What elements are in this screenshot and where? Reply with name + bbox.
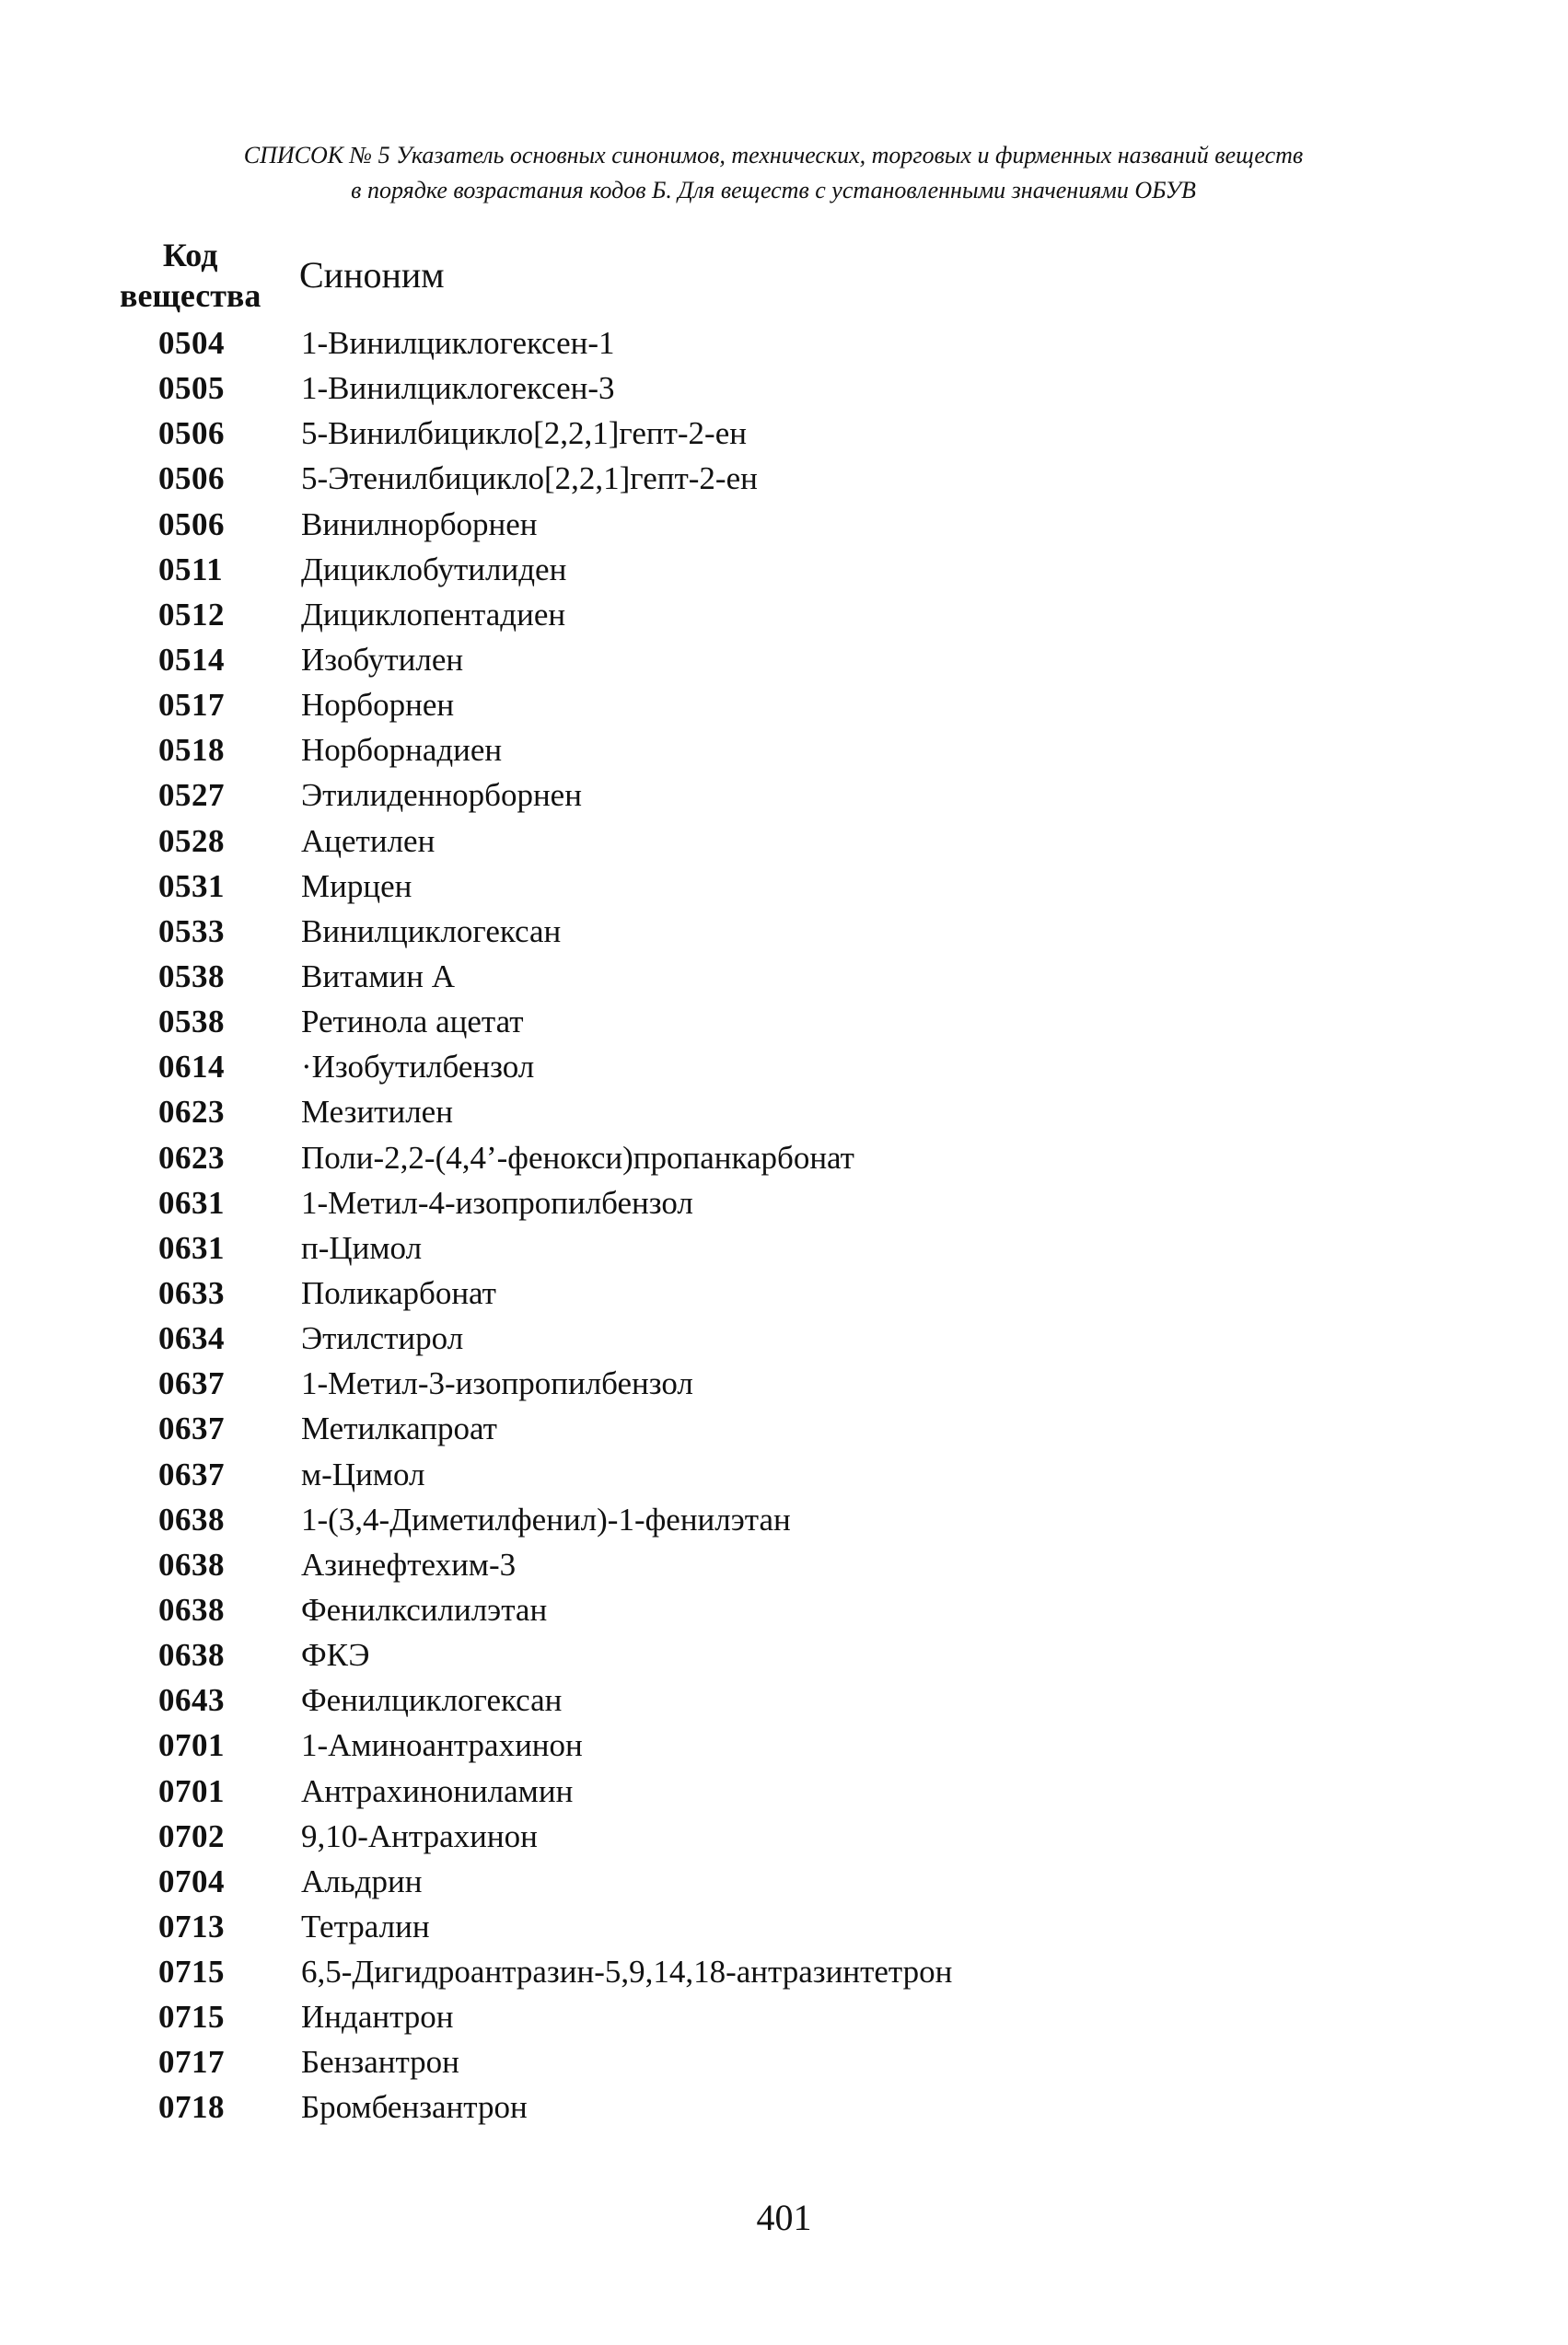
table-row [0, 1089, 1568, 1134]
synonym-name: Ацетилен [301, 822, 436, 859]
substance-code: 0637 [158, 1365, 225, 1402]
synonym-name: Норборнен [301, 687, 455, 724]
table-row [0, 1135, 1568, 1180]
code-header-line-2: вещества [120, 277, 261, 314]
table-row [0, 1814, 1568, 1859]
synonym-name: 9,10-Антрахинон [301, 1817, 538, 1854]
table-row [0, 772, 1568, 818]
substance-code: 0514 [158, 641, 225, 678]
table-row [0, 1406, 1568, 1451]
table-row [0, 1044, 1568, 1089]
table-row [0, 637, 1568, 682]
page-number: 401 [756, 2197, 812, 2238]
substance-code: 0528 [158, 822, 225, 859]
synonym-name: м-Цимол [301, 1456, 425, 1492]
synonym-name: Изобутилен [301, 641, 464, 678]
substance-code: 0517 [158, 687, 225, 724]
synonym-name: Поликарбонат [301, 1274, 496, 1311]
table-row [0, 1587, 1568, 1632]
table-row [0, 864, 1568, 909]
header-line-1: СПИСОК № 5 Указатель основных синонимов, технических, торговых и фирменных названий веществ [243, 142, 1304, 168]
table-row [0, 999, 1568, 1044]
table-row [0, 1904, 1568, 1949]
table-row [0, 1180, 1568, 1225]
list-header [175, 138, 1372, 208]
table-row [0, 1542, 1568, 1587]
substance-code: 0702 [158, 1817, 225, 1854]
substance-code: 0643 [158, 1682, 225, 1719]
table-row [0, 411, 1568, 456]
table-row [0, 1361, 1568, 1406]
synonym-name: Индантрон [301, 1999, 454, 2036]
substance-code: 0638 [158, 1591, 225, 1628]
substance-code: 0506 [158, 505, 225, 542]
synonym-column-header: Синоним [299, 254, 445, 296]
table-row [0, 1769, 1568, 1814]
substance-code: 0505 [158, 370, 225, 407]
synonym-name: Бромбензантрон [301, 2089, 528, 2126]
substance-code: 0623 [158, 1094, 225, 1131]
substance-code: 0634 [158, 1320, 225, 1357]
substance-code: 0701 [158, 1727, 225, 1764]
synonym-name: Мирцен [301, 867, 412, 904]
synonym-name: Альдрин [301, 1863, 423, 1899]
synonym-name: Витамин А [301, 958, 455, 994]
synonym-name: Этилстирол [301, 1320, 464, 1357]
table-row [0, 1316, 1568, 1361]
substance-code: 0512 [158, 596, 225, 633]
synonym-name: 1-Метил-4-изопропилбензол [301, 1184, 693, 1221]
synonym-name: Фенилксилилэтан [301, 1591, 548, 1628]
code-header-line-1: Код [162, 237, 218, 273]
substance-code: 0506 [158, 460, 225, 497]
table-row [0, 320, 1568, 366]
substance-code: 0631 [158, 1184, 225, 1221]
synonym-name: Дициклобутилиден [301, 551, 567, 587]
substance-code: 0638 [158, 1546, 225, 1583]
synonym-name: Метилкапроат [301, 1410, 497, 1447]
table-row [0, 547, 1568, 592]
synonym-name: 1-Метил-3-изопропилбензол [301, 1365, 693, 1402]
synonym-name: 5-Винилбицикло[2,2,1]гепт-2-ен [301, 415, 747, 452]
table-row [0, 1723, 1568, 1768]
table-row [0, 592, 1568, 637]
synonym-name: 1-Винилциклогексен-1 [301, 325, 615, 361]
synonym-name: Норборнадиен [301, 732, 503, 769]
substance-code: 0538 [158, 958, 225, 994]
code-column-header [120, 235, 261, 316]
substance-code: 0533 [158, 912, 225, 949]
table-row [0, 954, 1568, 999]
synonym-name: Винилнорборнен [301, 505, 538, 542]
synonym-name: Азинефтехим-3 [301, 1546, 517, 1583]
substance-code: 0715 [158, 1954, 225, 1991]
table-row [0, 456, 1568, 501]
synonym-name: Ретинола ацетат [301, 1004, 524, 1040]
table-row [0, 1452, 1568, 1497]
table-row [0, 1497, 1568, 1542]
substance-code: 0637 [158, 1410, 225, 1447]
substance-code: 0531 [158, 867, 225, 904]
substance-code: 0614 [158, 1049, 225, 1085]
substance-code: 0717 [158, 2044, 225, 2081]
table-row [0, 1677, 1568, 1723]
substance-code: 0518 [158, 732, 225, 769]
synonym-name: Поли-2,2-(4,4’-фенокси)пропанкарбонат [301, 1139, 854, 1176]
substance-code: 0527 [158, 777, 225, 814]
substance-code: 0506 [158, 415, 225, 452]
header-line-2: в порядке возрастания кодов Б. Для веществ с установленными значениями ОБУВ [351, 177, 1196, 203]
table-row [0, 1994, 1568, 2039]
table-row [0, 818, 1568, 864]
synonym-name: Фенилциклогексан [301, 1682, 563, 1719]
substance-code: 0538 [158, 1004, 225, 1040]
substance-code: 0713 [158, 1908, 225, 1944]
substance-code: 0633 [158, 1274, 225, 1311]
substance-code: 0638 [158, 1637, 225, 1674]
table-row [0, 1949, 1568, 1994]
synonym-name: Антрахинониламин [301, 1772, 574, 1809]
synonym-name: Тетралин [301, 1908, 430, 1944]
synonym-name: Дициклопентадиен [301, 596, 566, 633]
substance-code: 0715 [158, 1999, 225, 2036]
synonym-name: Этилиденнорборнен [301, 777, 582, 814]
substance-code: 0701 [158, 1772, 225, 1809]
table-row [0, 727, 1568, 772]
substance-code: 0718 [158, 2089, 225, 2126]
synonym-name: 1-Аминоантрахинон [301, 1727, 583, 1764]
synonym-name: Мезитилен [301, 1094, 453, 1131]
table-row [0, 2084, 1568, 2130]
table-row [0, 2039, 1568, 2084]
substance-code: 0637 [158, 1456, 225, 1492]
table-row [0, 1225, 1568, 1271]
substance-code: 0511 [158, 551, 224, 587]
table-row [0, 1271, 1568, 1316]
synonym-table [0, 320, 1568, 2130]
synonym-name: п-Цимол [301, 1229, 423, 1266]
table-row [0, 1859, 1568, 1904]
table-row [0, 366, 1568, 411]
substance-code: 0631 [158, 1229, 225, 1266]
synonym-name: Винилциклогексан [301, 912, 562, 949]
synonym-name: 1-Винилциклогексен-3 [301, 370, 615, 407]
substance-code: 0638 [158, 1501, 225, 1538]
synonym-name: ·Изобутилбензол [301, 1049, 535, 1085]
substance-code: 0704 [158, 1863, 225, 1899]
synonym-name: Бензантрон [301, 2044, 459, 2081]
synonym-name: 5-Этенилбицикло[2,2,1]гепт-2-ен [301, 460, 758, 497]
table-row [0, 909, 1568, 954]
synonym-name: ФКЭ [301, 1637, 370, 1674]
table-row [0, 682, 1568, 727]
table-row [0, 502, 1568, 547]
table-row [0, 1632, 1568, 1677]
substance-code: 0504 [158, 325, 225, 361]
substance-code: 0623 [158, 1139, 225, 1176]
synonym-name: 1-(3,4-Диметилфенил)-1-фенилэтан [301, 1501, 791, 1538]
synonym-name: 6,5-Дигидроантразин-5,9,14,18-антразинтетрон [301, 1954, 953, 1991]
